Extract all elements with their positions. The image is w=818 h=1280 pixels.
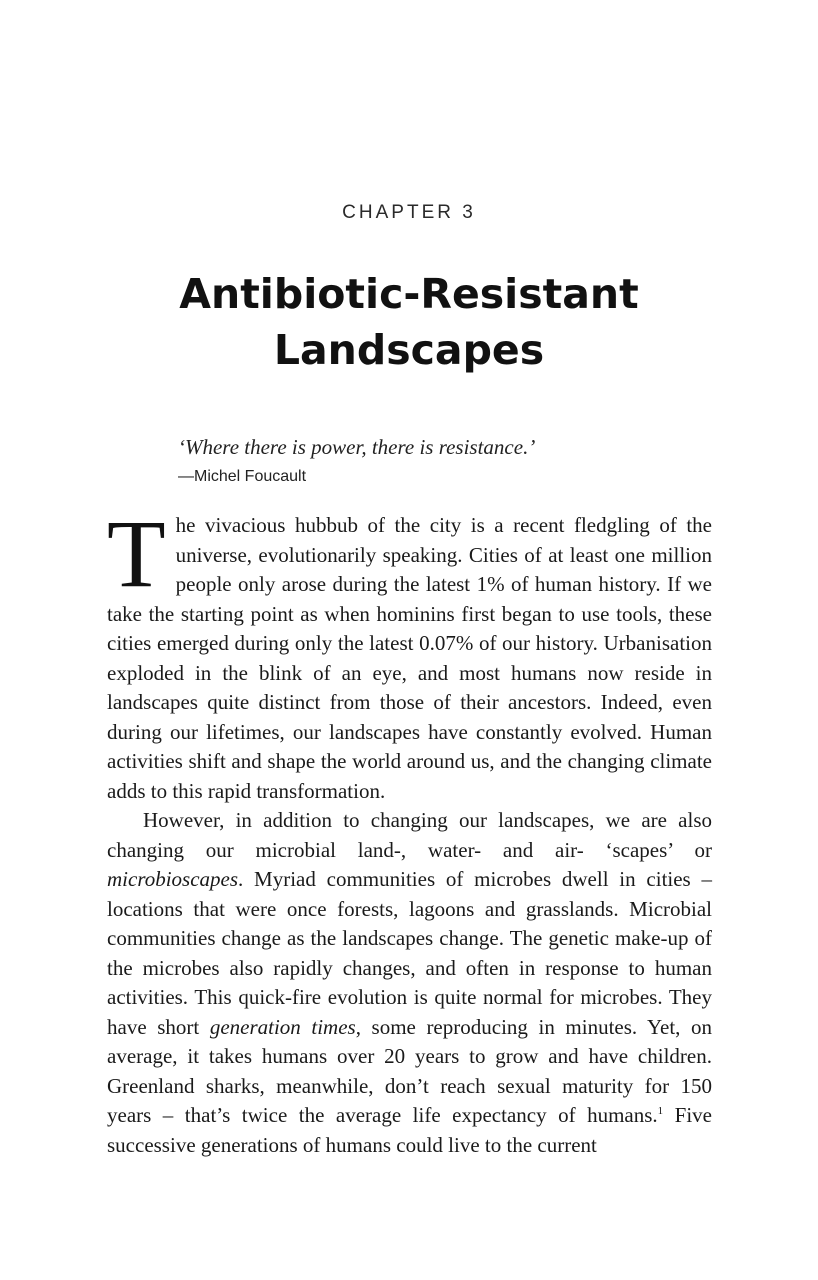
chapter-title-line-1: Antibiotic-Resistant — [179, 270, 639, 318]
epigraph — [178, 432, 738, 492]
term-microbioscapes: microbioscapes — [107, 867, 239, 891]
paragraph-2-text-1: However, in addition to changing our landscapes, we are also changing our microbial land-, water- and air- ‘scapes’ or — [107, 808, 712, 862]
paragraph-2-text-2: . Myriad communities of microbes dwell in cities – locations that were once forests, lagoons and grasslands. Microbial communities change as the landscapes change. The genetic make-up of the microbes also rapidly changes, and often in response to human activities. This quick-fire evolution is quite normal for microbes. They have short — [107, 867, 712, 1039]
footnote-marker[interactable]: 1 — [657, 1105, 664, 1117]
epigraph-attribution: —Michel Foucault — [178, 468, 307, 485]
paragraph-1-text: he vivacious hubbub of the city is a recent fledgling of the universe, evolutionarily speaking. Cities of at least one million people only arose during the latest 1% of human history. If we take the starting point as when hominins first began to use tools, these cities emerged during only the latest 0.07% of our history. Urbanisation exploded in the blink of an eye, and most humans now reside in landscapes quite distinct from those of their ancestors. Indeed, even during our lifetimes, our landscapes have constantly evolved. Human activities shift and shape the world around us, and the changing climate adds to this rapid transformation. — [107, 513, 712, 803]
chapter-label: CHAPTER 3 — [342, 202, 476, 223]
term-generation-times: generation times — [209, 1014, 356, 1039]
chapter-title — [0, 266, 818, 378]
paragraph-1 — [107, 500, 712, 806]
epigraph-quote: ‘Where there is power, there is resistance.’ — [178, 435, 536, 459]
body-text — [107, 500, 712, 1160]
chapter-title-line-2: Landscapes — [273, 326, 545, 374]
paragraph-2 — [107, 806, 712, 1160]
drop-cap: T — [107, 500, 166, 607]
paragraph-2-text-4: Five successive generations of humans could live to the current — [107, 1103, 712, 1157]
paragraph-2-text-3: , some reproducing in minutes. Yet, on average, it takes humans over 20 years to grow and have children. Greenland sharks, meanwhile, don’t reach sexual maturity for 150 years – that’s twice the average life expectancy of humans. — [107, 1014, 712, 1127]
